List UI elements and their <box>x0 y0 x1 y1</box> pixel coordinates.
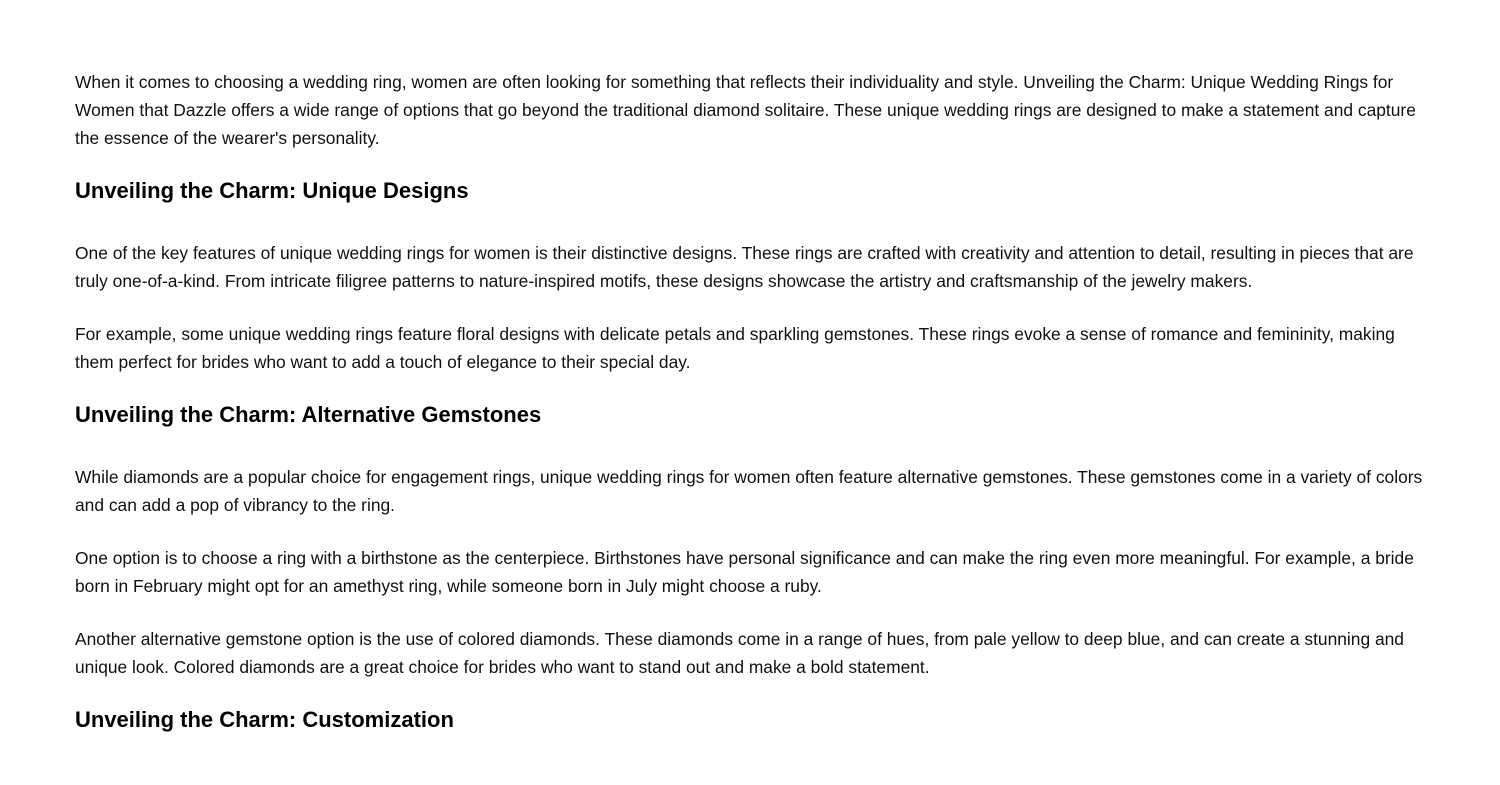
section-heading-unique-designs: Unveiling the Charm: Unique Designs <box>75 178 469 203</box>
paragraph: Another alternative gemstone option is the use of colored diamonds. These diamonds come in a range of hues, from pale yellow to deep blue, and can create a stunning and unique look. Colored diamonds are a great choice for brides who want to stand out and make a bold statement. <box>75 629 1404 677</box>
paragraph: One of the key features of unique wedding rings for women is their distinctive designs. These rings are crafted with creativity and attention to detail, resulting in pieces that are truly one-of-a-kind. From intricate filigree patterns to nature-inspired motifs, these designs showcase the artistry and craftsmanship of the jewelry makers. <box>75 243 1414 291</box>
article-body <box>75 68 1435 768</box>
section-heading-customization: Unveiling the Charm: Customization <box>75 707 454 732</box>
intro-paragraph: When it comes to choosing a wedding ring, women are often looking for something that reflects their individuality and style. Unveiling the Charm: Unique Wedding Rings for Women that Dazzle offers a wide range of options that go beyond the traditional diamond solitaire. These unique wedding rings are designed to make a statement and capture the essence of the wearer's personality. <box>75 72 1416 148</box>
paragraph: While diamonds are a popular choice for engagement rings, unique wedding rings for women often feature alternative gemstones. These gemstones come in a variety of colors and can add a pop of vibrancy to the ring. <box>75 467 1423 515</box>
paragraph: For example, some unique wedding rings feature floral designs with delicate petals and sparkling gemstones. These rings evoke a sense of romance and femininity, making them perfect for brides who want to add a touch of elegance to their special day. <box>75 324 1395 372</box>
paragraph: One option is to choose a ring with a birthstone as the centerpiece. Birthstones have personal significance and can make the ring even more meaningful. For example, a bride born in February might opt for an amethyst ring, while someone born in July might choose a ruby. <box>75 548 1414 596</box>
section-heading-alternative-gemstones: Unveiling the Charm: Alternative Gemstones <box>75 402 542 427</box>
